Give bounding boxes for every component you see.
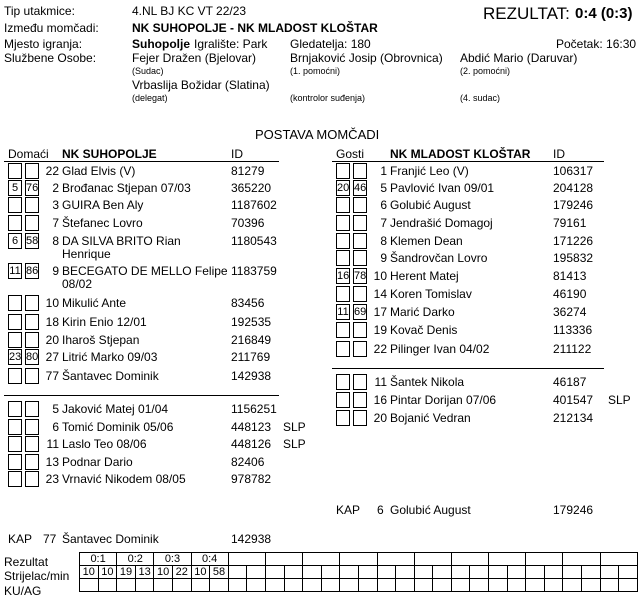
- player-name: Litrić Marko 09/03: [62, 350, 158, 364]
- score-grid-table: [79, 552, 638, 592]
- player-number: 2: [52, 181, 59, 195]
- sub-minute-box: 46: [354, 182, 367, 194]
- scorer-cell: [377, 566, 396, 579]
- score-cell: [563, 553, 600, 566]
- home-header-divider: [4, 161, 279, 162]
- mjesto-value: Suhopolje: [132, 37, 190, 51]
- score-cell: [303, 553, 340, 566]
- player-name: Golubić August: [390, 198, 471, 212]
- player-number: 5: [52, 402, 59, 416]
- sub-minute-box: 58: [26, 235, 39, 247]
- scorer-cell: [563, 566, 582, 579]
- home-id-label: ID: [231, 147, 243, 161]
- kuag-cell: [600, 579, 619, 592]
- kuag-cell: [563, 579, 582, 592]
- official-name: Vrbaslija Božidar (Slatina): [132, 78, 270, 92]
- player-id: 142938: [231, 369, 272, 383]
- scorer-cell: [414, 566, 433, 579]
- player-name: Koren Tomislav: [390, 287, 472, 301]
- scorer-cell: [340, 566, 359, 579]
- player-name: Pavlović Ivan 09/01: [390, 181, 495, 195]
- scorer-cell: [470, 566, 489, 579]
- player-number: 77: [45, 369, 59, 383]
- player-name: Brođanac Stjepan 07/03: [62, 181, 191, 195]
- kuag-cell: [321, 579, 340, 592]
- score-cell: [340, 553, 377, 566]
- official-role: (kontrolor suđenja): [290, 93, 366, 103]
- score-cell: [489, 553, 526, 566]
- player-number: 19: [373, 323, 387, 337]
- player-number: 20: [45, 333, 59, 347]
- score-cell: 0:4: [191, 553, 228, 566]
- home-kap-label: KAP: [8, 532, 33, 546]
- away-team-name: NK MLADOST KLOŠTAR: [390, 147, 531, 161]
- kuag-cell: [154, 579, 173, 592]
- player-name: Jaković Matej 01/04: [62, 402, 169, 416]
- player-number: 11: [374, 375, 387, 389]
- player-name: Šantek Nikola: [390, 375, 465, 389]
- scorer-cell: 10: [154, 566, 173, 579]
- kuag-cell: [358, 579, 377, 592]
- player-id: 82406: [231, 455, 265, 469]
- player-id: 1187602: [231, 198, 277, 212]
- away-header-divider: [332, 161, 604, 162]
- away-id-label: ID: [553, 147, 565, 161]
- player-id: 211769: [231, 350, 271, 364]
- player-name: Šantavec Dominik: [62, 369, 159, 383]
- player-id: 216849: [231, 333, 272, 347]
- sub-in-box: [8, 295, 22, 311]
- player-name: Jendrašić Domagoj: [390, 216, 493, 230]
- sub-in-box: [8, 401, 22, 417]
- player-id: 81279: [231, 164, 265, 178]
- player-id: 448126: [231, 437, 272, 451]
- sub-in-box: 16: [337, 270, 350, 282]
- player-number: 8: [52, 234, 59, 248]
- kuag-cell: [265, 579, 284, 592]
- slp-tag: SLP: [283, 437, 306, 451]
- player-id: 211122: [553, 342, 592, 356]
- player-name: Šandrovčan Lovro: [390, 251, 488, 265]
- slp-tag: SLP: [283, 420, 306, 434]
- sub-in-box: [8, 215, 22, 231]
- player-number: 9: [380, 251, 387, 265]
- pocetak: Početak: 16:30: [556, 37, 637, 51]
- kuag-cell: [247, 579, 266, 592]
- player-id: 81413: [553, 269, 587, 283]
- home-side-label: Domaći: [8, 147, 49, 161]
- player-number: 17: [373, 305, 387, 319]
- postava-title: POSTAVA MOMČADI: [255, 127, 380, 142]
- sub-in-box: [8, 197, 22, 213]
- sub-in-box: 11: [9, 265, 21, 277]
- player-name: Marić Darko: [390, 305, 455, 319]
- player-number: 6: [52, 420, 59, 434]
- sub-in-box: 23: [9, 351, 22, 363]
- igraliste: Igralište: Park: [194, 37, 268, 51]
- strijelac-row-label: Strijelac/min: [4, 569, 70, 583]
- player-number: 13: [45, 455, 59, 469]
- player-id: 365220: [231, 181, 272, 195]
- home-kap-name: Šantavec Dominik: [62, 532, 159, 546]
- player-number: 5: [380, 181, 387, 195]
- sub-minute-box: 69: [354, 306, 367, 318]
- player-name: Kirin Enio 12/01: [62, 315, 147, 329]
- player-id: 79161: [553, 216, 587, 230]
- player-name: Pintar Dorijan 07/06: [390, 393, 497, 407]
- official-role: (1. pomoćni): [290, 66, 341, 76]
- player-name: BECEGATO DE MELLO Felipe: [62, 264, 228, 278]
- player-name: DA SILVA BRITO Rian: [62, 234, 181, 248]
- kuag-cell: [619, 579, 638, 592]
- home-team-name: NK SUHOPOLJE: [62, 147, 157, 161]
- away-side-label: Gosti: [336, 147, 365, 161]
- player-name: Franjić Leo (V): [390, 164, 469, 178]
- kuag-cell: [340, 579, 359, 592]
- player-name: Štefanec Lovro: [62, 216, 143, 230]
- player-id: 1180543: [231, 234, 277, 248]
- scorer-cell: [396, 566, 415, 579]
- scorer-cell: [228, 566, 247, 579]
- scorer-cell: [619, 566, 638, 579]
- scorer-cell: 22: [172, 566, 191, 579]
- sub-in-box: [8, 314, 22, 330]
- kuag-cell: [135, 579, 154, 592]
- player-name: Glad Elvis (V): [62, 164, 136, 178]
- kuag-cell: [210, 579, 229, 592]
- sub-in-box: [8, 419, 22, 435]
- kuag-cell: [414, 579, 433, 592]
- kuag-cell: [544, 579, 563, 592]
- sub-minute-box: 76: [26, 182, 39, 194]
- sub-in-box: [336, 250, 350, 266]
- sub-in-box: [336, 286, 350, 302]
- player-id: 83456: [231, 296, 265, 310]
- player-number: 7: [52, 216, 59, 230]
- player-id: 1156251: [231, 402, 277, 416]
- kuag-cell: [377, 579, 396, 592]
- scorer-cell: [600, 566, 619, 579]
- scorer-cell: [433, 566, 452, 579]
- player-name: Kovač Denis: [390, 323, 458, 337]
- sub-in-box: [336, 163, 350, 179]
- sub-minute-box: 86: [26, 265, 39, 277]
- player-number: 22: [45, 164, 59, 178]
- kuag-cell: [80, 579, 99, 592]
- scorer-row: [80, 566, 638, 579]
- sub-in-box: 11: [337, 306, 349, 318]
- scorer-cell: [544, 566, 563, 579]
- player-number: 23: [45, 472, 59, 486]
- sub-in-box: [336, 233, 350, 249]
- kuag-cell: [582, 579, 601, 592]
- subs-divider: [4, 395, 279, 396]
- sub-in-box: [8, 368, 22, 384]
- player-number: 10: [45, 296, 59, 310]
- score-cell: [377, 553, 414, 566]
- score-cell: 0:1: [80, 553, 117, 566]
- player-number: 14: [373, 287, 387, 301]
- scorer-cell: [284, 566, 303, 579]
- score-cell: [414, 553, 451, 566]
- kuag-row-label: KU/AG: [4, 584, 42, 598]
- kuag-cell: [117, 579, 136, 592]
- sub-in-box: [8, 163, 22, 179]
- score-cell: [526, 553, 563, 566]
- player-name: Pilinger Ivan 04/02: [390, 342, 490, 356]
- score-row: [80, 553, 638, 566]
- player-name: Bojanić Vedran: [390, 411, 471, 425]
- sub-in-box: 5: [8, 180, 22, 196]
- tip-label: Tip utakmice:: [4, 4, 75, 18]
- subs-divider: [332, 368, 604, 369]
- kuag-row: [80, 579, 638, 592]
- kuag-cell: [526, 579, 545, 592]
- sluzbene-label: Službene Osobe:: [4, 51, 97, 65]
- official-name: Abdić Mario (Daruvar): [460, 51, 578, 65]
- sub-in-box: [8, 471, 22, 487]
- scorer-cell: [321, 566, 340, 579]
- kuag-cell: [451, 579, 470, 592]
- player-number: 1: [380, 164, 387, 178]
- scorer-cell: [526, 566, 545, 579]
- player-number: 8: [380, 234, 387, 248]
- sub-minute-box: 78: [354, 270, 367, 282]
- slp-tag: SLP: [608, 393, 631, 407]
- sub-in-box: [8, 436, 22, 452]
- player-id: 113336: [553, 323, 593, 337]
- sub-in-box: [336, 392, 350, 408]
- player-number: 10: [373, 269, 387, 283]
- player-id: 46190: [553, 287, 587, 301]
- scorer-cell: 19: [117, 566, 136, 579]
- player-id: 192535: [231, 315, 272, 329]
- player-id: 70396: [231, 216, 265, 230]
- home-kap-id: 142938: [231, 532, 272, 546]
- izmedju-label: Između momčadi:: [4, 21, 99, 35]
- sub-in-box: [336, 410, 350, 426]
- score-cell: 0:3: [154, 553, 191, 566]
- player-id: 212134: [553, 411, 594, 425]
- scorer-cell: [582, 566, 601, 579]
- sub-in-box: [336, 341, 350, 357]
- player-number: 9: [52, 264, 59, 278]
- player-name: Mikulić Ante: [62, 296, 127, 310]
- player-number: 27: [45, 350, 59, 364]
- player-name: Klemen Dean: [390, 234, 463, 248]
- kuag-cell: [303, 579, 322, 592]
- kuag-cell: [470, 579, 489, 592]
- official-name: Brnjaković Josip (Obrovnica): [290, 51, 443, 65]
- kuag-cell: [433, 579, 452, 592]
- kuag-cell: [396, 579, 415, 592]
- scorer-cell: [451, 566, 470, 579]
- tip-value: 4.NL BJ KC VT 22/23: [132, 4, 247, 18]
- kuag-cell: [228, 579, 247, 592]
- player-id: 195832: [553, 251, 594, 265]
- away-kap-name: Golubić August: [390, 503, 471, 517]
- scorer-cell: 10: [191, 566, 210, 579]
- rezultat-value: 0:4 (0:3): [575, 5, 633, 22]
- player-id: 106317: [553, 164, 594, 178]
- player-number: 6: [380, 198, 387, 212]
- player-number: 3: [52, 198, 59, 212]
- official-role: (2. pomoćni): [460, 66, 511, 76]
- score-cell: [600, 553, 637, 566]
- scorer-cell: [507, 566, 526, 579]
- player-id: 1183759: [231, 264, 277, 278]
- player-number: 18: [45, 315, 59, 329]
- player-name: Iharoš Stjepan: [62, 333, 140, 347]
- score-cell: [228, 553, 265, 566]
- player-name-cont: 08/02: [62, 277, 93, 291]
- player-number: 11: [46, 437, 59, 451]
- player-number: 16: [373, 393, 387, 407]
- official-role: (delegat): [132, 93, 168, 103]
- mjesto-label: Mjesto igranja:: [4, 37, 83, 51]
- sub-in-box: 6: [8, 233, 22, 249]
- player-name-cont: Henrique: [62, 247, 111, 261]
- scorer-cell: 13: [135, 566, 154, 579]
- player-name: Podnar Dario: [62, 455, 133, 469]
- rezultat-label: REZULTAT:: [483, 4, 570, 23]
- player-name: GUIRA Ben Aly: [62, 198, 144, 212]
- sub-in-box: [8, 332, 22, 348]
- player-id: 46187: [553, 375, 587, 389]
- scorer-cell: 10: [80, 566, 99, 579]
- official-name: Fejer Dražen (Bjelovar): [132, 51, 257, 65]
- player-id: 978782: [231, 472, 272, 486]
- score-cell: [451, 553, 488, 566]
- player-id: 401547: [553, 393, 594, 407]
- sub-in-box: [8, 454, 22, 470]
- official-role: (4. sudac): [460, 93, 501, 103]
- player-name: Vrnavić Nikodem 08/05: [62, 472, 186, 486]
- gledatelja: Gledatelja: 180: [290, 37, 371, 51]
- kuag-cell: [507, 579, 526, 592]
- player-number: 7: [380, 216, 387, 230]
- player-id: 36274: [553, 305, 587, 319]
- kuag-cell: [489, 579, 508, 592]
- player-number: 22: [373, 342, 387, 356]
- player-name: Herent Matej: [390, 269, 459, 283]
- player-id: 448123: [231, 420, 272, 434]
- player-id: 179246: [553, 198, 594, 212]
- kuag-cell: [191, 579, 210, 592]
- player-id: 171226: [553, 234, 594, 248]
- away-kap-label: KAP: [336, 503, 361, 517]
- sub-in-box: 20: [337, 182, 350, 194]
- scorer-cell: [489, 566, 508, 579]
- sub-in-box: [336, 197, 350, 213]
- scorer-cell: 58: [210, 566, 229, 579]
- player-name: Tomić Dominik 05/06: [62, 420, 174, 434]
- kuag-cell: [284, 579, 303, 592]
- official-role: (Sudac): [132, 66, 164, 76]
- player-number: 20: [373, 411, 387, 425]
- rezultat-row-label: Rezultat: [4, 555, 49, 569]
- kuag-cell: [172, 579, 191, 592]
- sub-minute-box: 80: [26, 351, 39, 363]
- scorer-cell: 10: [98, 566, 117, 579]
- away-kap-id: 179246: [553, 503, 594, 517]
- scorer-cell: [358, 566, 377, 579]
- player-name: Laslo Teo 08/06: [62, 437, 147, 451]
- scorer-cell: [247, 566, 266, 579]
- player-id: 204128: [553, 181, 594, 195]
- home-kap-number: 77: [43, 532, 57, 546]
- sub-in-box: [336, 374, 350, 390]
- izmedju-value: NK SUHOPOLJE - NK MLADOST KLOŠTAR: [132, 21, 378, 35]
- kuag-cell: [98, 579, 117, 592]
- sub-in-box: [336, 322, 350, 338]
- score-cell: 0:2: [117, 553, 154, 566]
- scorer-cell: [265, 566, 284, 579]
- away-kap-number: 6: [377, 503, 384, 517]
- score-cell: [265, 553, 302, 566]
- sub-in-box: [336, 215, 350, 231]
- scorer-cell: [303, 566, 322, 579]
